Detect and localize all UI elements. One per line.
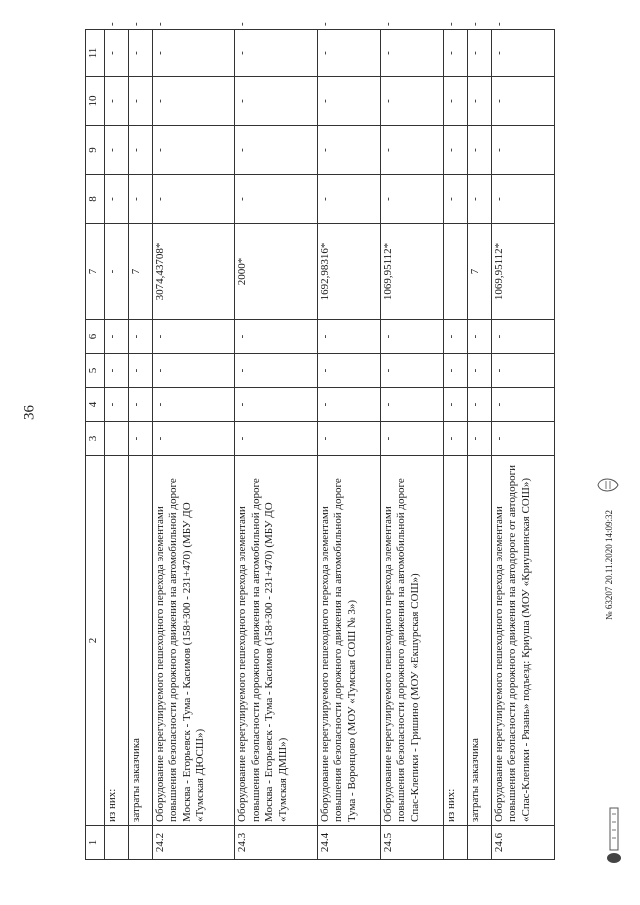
row-description: затраты заказчика: [467, 456, 491, 826]
value-cell: -: [381, 320, 444, 354]
value-cell: 3074,43708*: [152, 224, 235, 320]
value-cell: -: [128, 30, 152, 77]
value-cell: -: [105, 388, 129, 422]
header-cell: 6: [86, 320, 105, 354]
value-cell: -: [318, 30, 381, 77]
value-cell: -: [128, 126, 152, 175]
value-cell: -: [235, 30, 318, 77]
value-cell: -: [467, 126, 491, 175]
value-cell: -: [105, 354, 129, 388]
value-cell: 1692,98316*: [318, 224, 381, 320]
value-cell: -: [235, 175, 318, 224]
value-cell: -: [318, 422, 381, 456]
header-cell: 1: [86, 826, 105, 860]
value-cell: -: [152, 354, 235, 388]
header-cell: 3: [86, 422, 105, 456]
row-description: Оборудование нерегулируемого пешеходного перехода элементами повышения безопасности дорожного движения на автомобильной дороге Спас-Клепики - Гришино (МОУ «Екшурская СОШ»): [381, 456, 444, 826]
value-cell: -: [128, 77, 152, 126]
row-description: Оборудование нерегулируемого пешеходного перехода элементами повышения безопасности дорожного движения на автомобильной дороге Москва - Егорьевск - Тума - Касимов (158+300 - 231+470) (МБУ ДО «Тумская ДЮСШ»): [152, 456, 235, 826]
value-cell: -: [467, 422, 491, 456]
table-row-subtotal: затраты заказчика - - - - 7 - - - - -: [128, 30, 152, 860]
value-cell: -: [128, 422, 152, 456]
row-number: 24.4: [318, 826, 381, 860]
row-number: 24.5: [381, 826, 444, 860]
value-cell: -: [444, 422, 468, 456]
value-cell: -: [491, 126, 554, 175]
value-cell: -: [152, 175, 235, 224]
value-cell: -: [128, 388, 152, 422]
row-description: затраты заказчика: [128, 456, 152, 826]
registration-footer: № 63207 20.11.2020 14:09:32: [604, 509, 614, 620]
table-row-subtotal: затраты заказчика - - - - 7 - - - - -: [467, 30, 491, 860]
row-number: [467, 826, 491, 860]
value-cell: -: [235, 354, 318, 388]
header-cell: 2: [86, 456, 105, 826]
value-cell: -: [444, 77, 468, 126]
row-number: [128, 826, 152, 860]
value-cell: -: [105, 224, 129, 320]
value-cell: -: [491, 388, 554, 422]
value-cell: -: [444, 175, 468, 224]
header-cell: 4: [86, 388, 105, 422]
header-cell: 10: [86, 77, 105, 126]
value-cell: -: [152, 126, 235, 175]
value-cell: 1069,95112*: [381, 224, 444, 320]
value-cell: -: [381, 126, 444, 175]
row-number: 24.3: [235, 826, 318, 860]
value-cell: -: [491, 77, 554, 126]
row-description: Оборудование нерегулируемого пешеходного перехода элементами повышения безопасности дорожного движения на автомобильной дороге Тума - Воронцово (МОУ «Тумская СОШ № 3»): [318, 456, 381, 826]
table-header-row: [86, 30, 105, 860]
value-cell: -: [491, 422, 554, 456]
row-description: Оборудование нерегулируемого пешеходного перехода элементами повышения безопасности дорожного движения на автомобильной дороге Москва - Егорьевск - Тума - Касимов (158+300 - 231+470) (МБУ ДО «Тумская ДМШ»): [235, 456, 318, 826]
value-cell: -: [491, 320, 554, 354]
row-number: 24.6: [491, 826, 554, 860]
value-cell: -: [491, 175, 554, 224]
value-cell: -: [318, 175, 381, 224]
table-row-subtotal: из них: - - - - - - - - -: [444, 30, 468, 860]
value-cell: -: [128, 175, 152, 224]
value-cell: -: [128, 354, 152, 388]
value-cell: -: [318, 77, 381, 126]
value-cell: -: [235, 320, 318, 354]
header-cell: 9: [86, 126, 105, 175]
value-cell: -: [152, 30, 235, 77]
emblem-logo: [604, 800, 624, 866]
value-cell: -: [105, 175, 129, 224]
value-cell: -: [235, 126, 318, 175]
value-cell: -: [318, 126, 381, 175]
value-cell: -: [444, 320, 468, 354]
value-cell: -: [467, 175, 491, 224]
table-row-subtotal: из них: - - - - - - - - -: [105, 30, 129, 860]
value-cell: -: [128, 320, 152, 354]
value-cell: -: [105, 30, 129, 77]
value-cell: -: [105, 320, 129, 354]
row-number: [444, 826, 468, 860]
value-cell: 7: [128, 224, 152, 320]
value-cell: -: [467, 320, 491, 354]
value-cell: -: [152, 320, 235, 354]
value-cell: 1069,95112*: [491, 224, 554, 320]
value-cell: -: [235, 77, 318, 126]
value-cell: -: [381, 30, 444, 77]
value-cell: -: [381, 354, 444, 388]
table-row-item: 24.6 Оборудование нерегулируемого пешеходного перехода элементами повышения безопасности дорожного движения на автодороге от автодороги «Спас-Клепики - Рязань» подъезд: Криуша (МОУ «Криушинская СОШ») - - - - 1069,95112* - - - - -: [491, 30, 554, 860]
header-cell: 7: [86, 224, 105, 320]
value-cell: -: [152, 77, 235, 126]
value-cell: -: [467, 30, 491, 77]
row-description: из них:: [105, 456, 129, 826]
row-number: [105, 826, 129, 860]
value-cell: -: [467, 354, 491, 388]
value-cell: -: [491, 354, 554, 388]
page-number: 36: [21, 405, 38, 420]
header-cell: 5: [86, 354, 105, 388]
table-row-item: 24.2 Оборудование нерегулируемого пешеходного перехода элементами повышения безопасности дорожного движения на автомобильной дороге Москва - Егорьевск - Тума - Касимов (158+300 - 231+470) (МБУ ДО «Тумская ДЮСШ») - - - - 3074,43708* - - - - -: [152, 30, 235, 860]
value-cell: -: [381, 388, 444, 422]
header-cell: 8: [86, 175, 105, 224]
value-cell: -: [444, 30, 468, 77]
row-description: Оборудование нерегулируемого пешеходного перехода элементами повышения безопасности дорожного движения на автодороге от автодороги «Спас-Клепики - Рязань» подъезд: Криуша (МОУ «Криушинская СОШ»): [491, 456, 554, 826]
row-number: 24.2: [152, 826, 235, 860]
value-cell: -: [381, 175, 444, 224]
value-cell: -: [467, 77, 491, 126]
value-cell: 2000*: [235, 224, 318, 320]
value-cell: -: [381, 77, 444, 126]
header-cell: 11: [86, 30, 105, 77]
value-cell: -: [152, 388, 235, 422]
table-container: [85, 22, 555, 860]
value-cell: -: [444, 354, 468, 388]
value-cell: -: [381, 422, 444, 456]
value-cell: -: [152, 422, 235, 456]
table-row-item: 24.3 Оборудование нерегулируемого пешеходного перехода элементами повышения безопасности дорожного движения на автомобильной дороге Москва - Егорьевск - Тума - Касимов (158+300 - 231+470) (МБУ ДО «Тумская ДМШ») - - - - 2000* - - - - -: [235, 30, 318, 860]
value-cell: 7: [467, 224, 491, 320]
program-table: [85, 22, 555, 860]
value-cell: -: [318, 388, 381, 422]
value-cell: -: [444, 388, 468, 422]
value-cell: -: [467, 388, 491, 422]
value-cell: -: [444, 126, 468, 175]
table-row-item: 24.4 Оборудование нерегулируемого пешеходного перехода элементами повышения безопасности дорожного движения на автомобильной дороге Тума - Воронцово (МОУ «Тумская СОШ № 3») - - - - 1692,98316* - - - - -: [318, 30, 381, 860]
value-cell: [105, 422, 129, 456]
value-cell: -: [491, 30, 554, 77]
table-row-item: 24.5 Оборудование нерегулируемого пешеходного перехода элементами повышения безопасности дорожного движения на автомобильной дороге Спас-Клепики - Гришино (МОУ «Екшурская СОШ») - - - - 1069,95112* - - - - -: [381, 30, 444, 860]
row-description: из них:: [444, 456, 468, 826]
value-cell: -: [105, 126, 129, 175]
value-cell: [444, 224, 468, 320]
value-cell: -: [235, 422, 318, 456]
value-cell: -: [318, 354, 381, 388]
value-cell: -: [235, 388, 318, 422]
value-cell: -: [105, 77, 129, 126]
value-cell: -: [318, 320, 381, 354]
